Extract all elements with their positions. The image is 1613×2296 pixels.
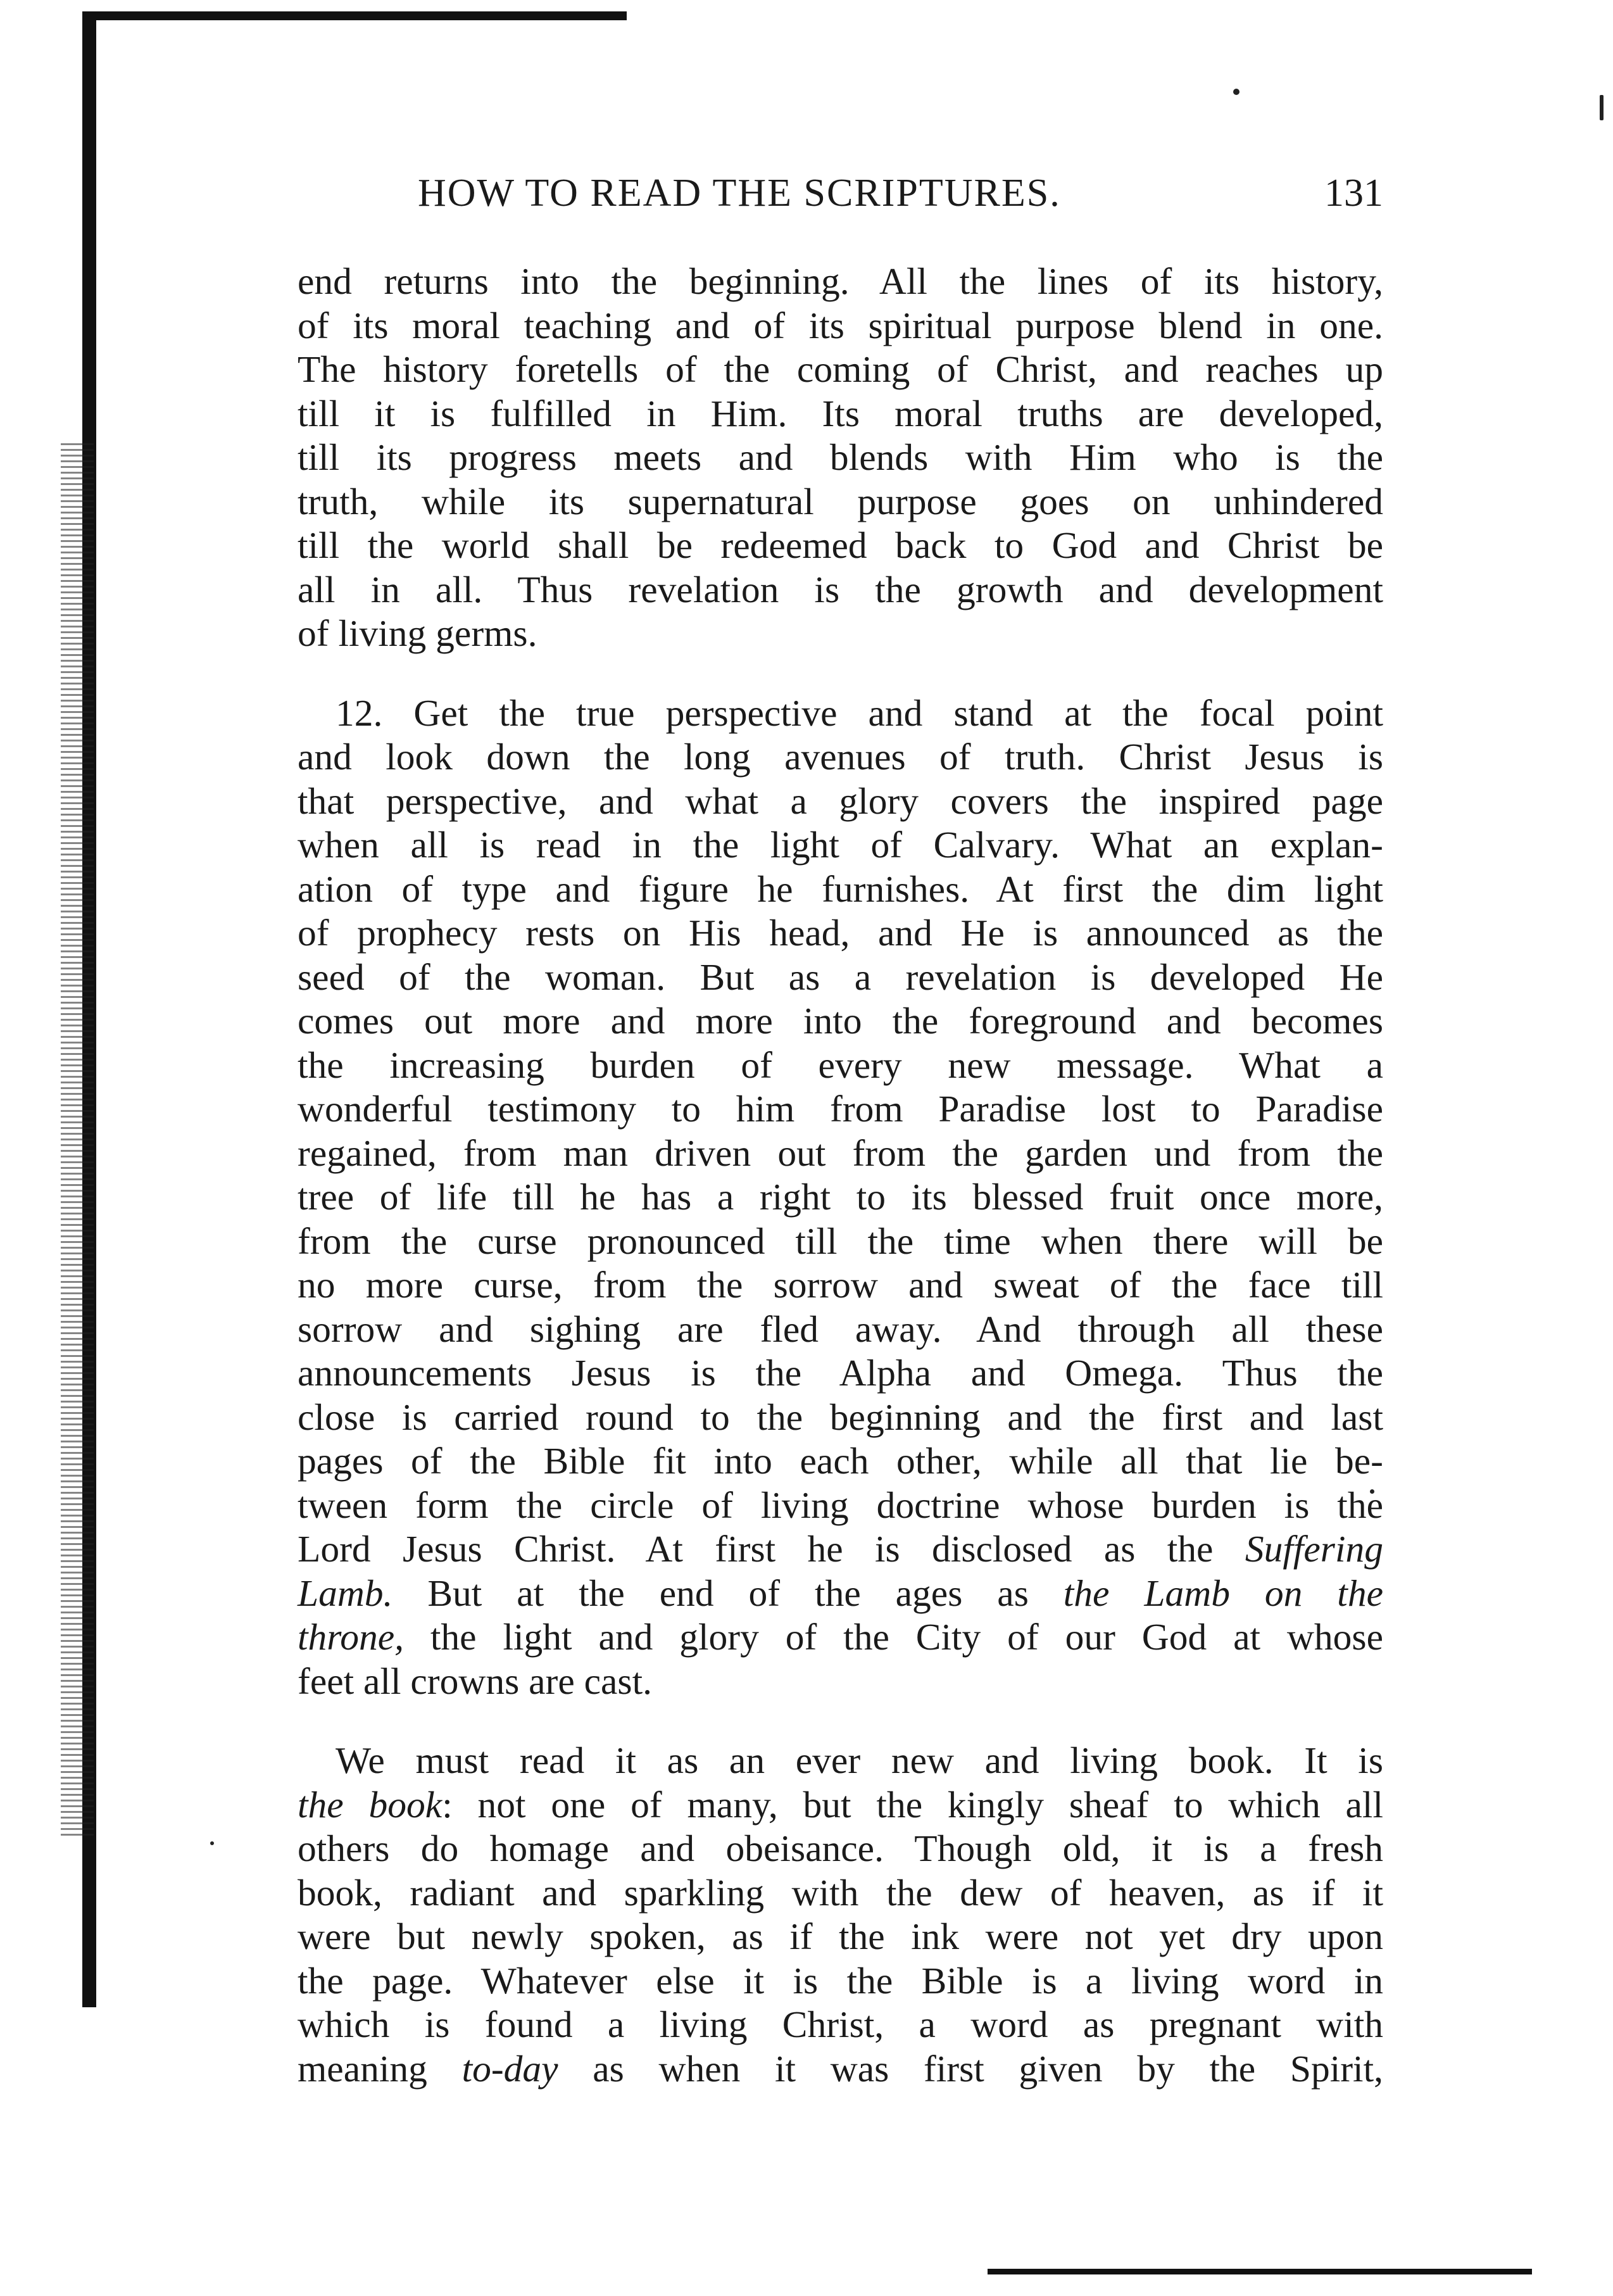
italic-run: Suffering (1245, 1528, 1383, 1570)
italic-run: throne, (298, 1616, 405, 1658)
text-line (298, 1527, 1383, 1572)
running-head (298, 171, 1383, 222)
scan-top-edge (82, 11, 627, 20)
text-line: till it is fulfilled in Him. Its moral truths are developed, (298, 392, 1383, 434)
text-line: end returns into the beginning. All the lines of its history, (298, 260, 1383, 302)
text-line: close is carried round to the beginning and the first and last (298, 1396, 1383, 1438)
text-line: announcements Jesus is the Alpha and Omega. Thus the (298, 1352, 1383, 1394)
scan-binding-shadow (61, 443, 94, 1836)
paragraph-2 (298, 691, 1383, 1704)
text-line: tween form the circle of living doctrine whose burden is the (298, 1484, 1383, 1526)
text-line: that perspective, and what a glory covers the inspired page (298, 779, 1383, 822)
text-line: comes out more and more into the foreground and becomes (298, 1000, 1383, 1042)
text-line: tree of life till he has a right to its blessed fruit once more, (298, 1176, 1383, 1218)
text-line: others do homage and obeisance. Though old, it is a fresh (298, 1827, 1383, 1869)
text-line (298, 2047, 1383, 2091)
text-line: and look down the long avenues of truth. Christ Jesus is (298, 736, 1383, 778)
text-line: all in all. Thus revelation is the growth and development (298, 568, 1383, 610)
text-run: But at the end of the ages as (392, 1572, 1064, 1614)
text-line: sorrow and sighing are fled away. And through all these (298, 1308, 1383, 1350)
text-line: We must read it as an ever new and living book. It is (336, 1739, 1383, 1781)
text-run: : not one of many, but the kingly sheaf to which all (442, 1783, 1383, 1826)
italic-run: the Lamb on the (1063, 1572, 1383, 1614)
italic-run: the book (298, 1783, 442, 1826)
text-line: of its moral teaching and of its spiritual purpose blend in one. (298, 304, 1383, 346)
text-line: when all is read in the light of Calvary. What an explan- (298, 824, 1383, 866)
text-line: feet all crowns are cast. (298, 1660, 652, 1702)
text-run: meaning (298, 2047, 462, 2090)
text-run: the light and glory of the City of our God at whose (404, 1616, 1383, 1658)
text-line: seed of the woman. But as a revelation is developed He (298, 956, 1383, 998)
text-line: ation of type and figure he furnishes. At first the dim light (298, 867, 1383, 910)
text-line: wonderful testimony to him from Paradise lost to Paradise (298, 1088, 1383, 1130)
paragraph-3 (298, 1739, 1383, 2091)
text-line: regained, from man driven out from the garden und from the (298, 1132, 1383, 1174)
italic-run: Lamb. (298, 1572, 393, 1614)
scan-bottom-edge (988, 2269, 1532, 2274)
text-line: The history foretells of the coming of Christ, and reaches up (298, 348, 1383, 390)
text-run: Lord Jesus Christ. At first he is disclosed as the (298, 1528, 1214, 1570)
page-number: 131 (1324, 172, 1383, 215)
italic-run: to-day (461, 2047, 558, 2090)
text-line: till the world shall be redeemed back to God and Christ be (298, 524, 1383, 566)
text-line (298, 1615, 1383, 1660)
text-line (298, 1783, 1383, 1827)
text-line: were but newly spoken, as if the ink were not yet dry upon (298, 1915, 1383, 1957)
text-line: of living germs. (298, 612, 537, 654)
text-line: the page. Whatever else it is the Bible is a living word in (298, 1959, 1383, 2002)
text-line: the increasing burden of every new message. What a (298, 1044, 1383, 1086)
text-line: till its progress meets and blends with Him who is the (298, 436, 1383, 478)
text-line: truth, while its supernatural purpose goes on unhindered (298, 480, 1383, 522)
running-title: HOW TO READ THE SCRIPTURES. (418, 172, 1061, 215)
paragraph-1 (298, 260, 1383, 656)
text-run: as when it was first given by the Spirit, (558, 2047, 1383, 2090)
scan-speck (1600, 95, 1604, 120)
text-line: 12. Get the true perspective and stand at the focal point (336, 691, 1383, 734)
scan-speck (210, 1841, 214, 1845)
body-text (298, 260, 1383, 2091)
text-line: no more curse, from the sorrow and sweat of the face till (298, 1264, 1383, 1306)
text-line: from the curse pronounced till the time when there will be (298, 1220, 1383, 1262)
text-line: of prophecy rests on His head, and He is announced as the (298, 912, 1383, 954)
text-line (298, 1572, 1383, 1616)
text-line: book, radiant and sparkling with the dew of heaven, as if it (298, 1871, 1383, 1914)
scan-speck (1233, 89, 1240, 95)
text-line: pages of the Bible fit into each other, while all that lie be- (298, 1440, 1383, 1482)
text-line: which is found a living Christ, a word as pregnant with (298, 2003, 1383, 2045)
